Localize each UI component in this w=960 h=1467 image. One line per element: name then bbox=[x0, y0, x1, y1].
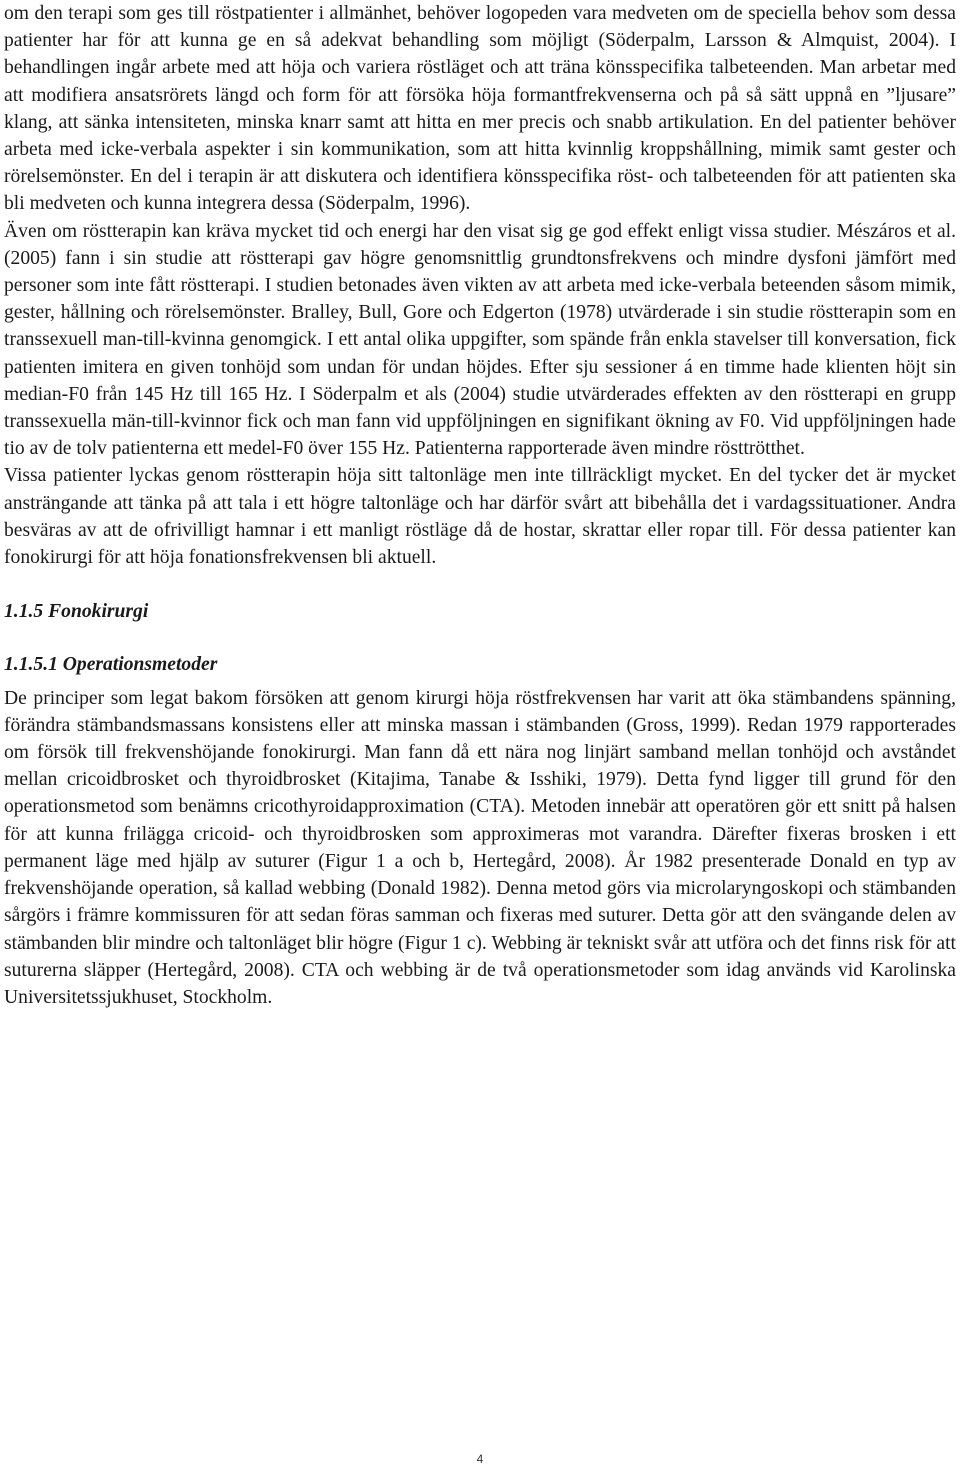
document-page bbox=[4, 0, 956, 1011]
body-paragraph-2: Även om röstterapin kan kräva mycket tid och energi har den visat sig ge god effekt enligt vissa studier. Mészáros et al. (2005) fann i sin studie att röstterapi gav högre genomsnittlig grundtonsfrekvens och mindre dysfoni jämfört med personer som inte fått röstterapi. I studien betonades även vikten av att arbeta med icke-verbala beteenden såsom mimik, gester, hållning och rörelsemönster. Bralley, Bull, Gore och Edgerton (1978) utvärderade i sin studie röstterapin som en transsexuell man-till-kvinna genomgick. I ett antal olika uppgifter, som spände från enkla stavelser till konversation, fick patienten imitera en given tonhöjd som undan för undan höjdes. Efter sju sessioner á en timme hade klienten höjt sin median-F0 från 145 Hz till 165 Hz. I Söderpalm et als (2004) studie utvärderades effekten av den röstterapi en grupp transsexuella män-till-kvinnor fick och man fann vid uppföljningen en signifikant ökning av F0. Vid uppföljningen hade tio av de tolv patienterna ett medel-F0 över 155 Hz. Patienterna rapporterade även mindre rösttrötthet. bbox=[4, 220, 956, 460]
body-paragraph-1: om den terapi som ges till röstpatienter i allmänhet, behöver logopeden vara medveten om de speciella behov som dessa patienter har för att kunna ge en så adekvat behandling som möjligt (Söderpalm, Larsson & Almquist, 2004). I behandlingen ingår arbete med att höja och variera röstläget och att träna könsspecifika talbeteenden. Man arbetar med att modifiera ansatsrörets längd och form för att försöka höja formantfrekvenserna och på så sätt uppnå en ”ljusare” klang, att sänka intensiteten, minska knarr samt att hitta en mer precis och snabb artikulation. En del patienter behöver arbeta med icke-verbala aspekter i sin kommunikation, som att hitta kvinnlig kroppshållning, mimik samt gester och rörelsemönster. En del i terapin är att diskutera och identifiera könsspecifika röst- och talbeteenden för att patienten ska bli medveten och kunna integrera dessa (Söderpalm, 1996). bbox=[4, 3, 956, 215]
section-paragraph: De principer som legat bakom försöken att genom kirurgi höja röstfrekvensen har varit att öka stämbandens spänning, förändra stämbandsmassans konsistens eller att minska massan i stämbanden (Gross, 1999). Redan 1979 rapporterades om försök till frekvenshöjande fonokirurgi. Man fann då ett nära nog linjärt samband mellan tonhöjd och avståndet mellan cricoidbrosket och thyroidbrosket (Kitajima, Tanabe & Isshiki, 1979). Detta fynd ligger till grund för den operationsmetod som benämns cricothyroidapproximation (CTA). Metoden innebär att operatören gör ett snitt på halsen för att kunna frilägga cricoid- och thyroidbrosken som approximeras mot varandra. Därefter fixeras brosken i ett permanent läge med hjälp av suturer (Figur 1 a och b, Hertegård, 2008). År 1982 presenterade Donald en typ av frekvenshöjande operation, så kallad webbing (Donald 1982). Denna metod görs via microlaryngoskopi och stämbanden sårgörs i främre kommissuren för att sedan föras samman och fixeras med suturer. Detta gör att den svängande delen av stämbanden blir mindre och taltonläget blir högre (Figur 1 c). Webbing är tekniskt svår att utföra och det finns risk för att suturerna släpper (Hertegård, 2008). CTA och webbing är de två operationsmetoder som idag används vid Karolinska Universitetssjukhuset, Stockholm. bbox=[4, 687, 956, 1008]
subsection-heading: 1.1.5.1 Operationsmetoder bbox=[4, 654, 218, 676]
section-heading: 1.1.5 Fonokirurgi bbox=[4, 601, 149, 623]
body-paragraph-3: Vissa patienter lyckas genom röstterapin höja sitt taltonläge men inte tillräckligt mycket. En del tycker det är mycket ansträngande att tänka på att tala i ett högre taltonläge och har därför svårt att bibehålla det i vardagssituationer. Andra besväras av att de ofrivilligt hamnar i ett manligt röstläge då de hostar, skrattar eller ropar till. För dessa patienter kan fonokirurgi för att höja fonationsfrekvensen bli aktuell. bbox=[4, 465, 956, 569]
page-number: 4 bbox=[476, 1452, 484, 1466]
